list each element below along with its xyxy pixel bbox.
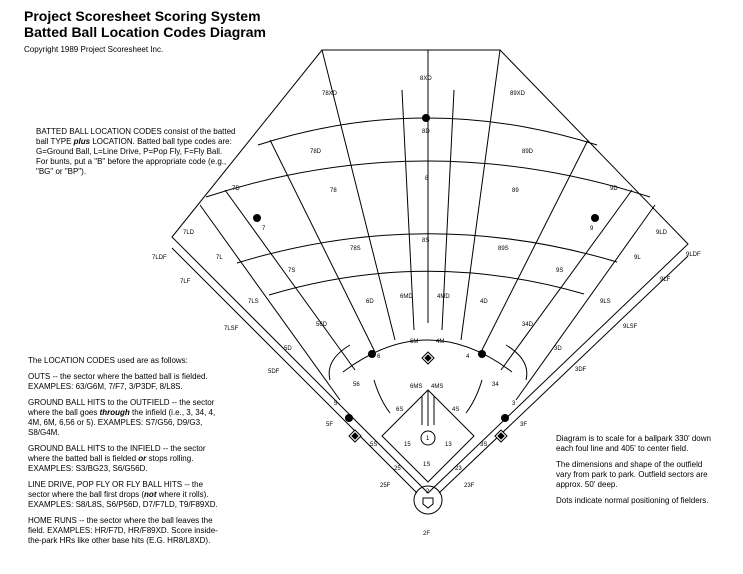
codes-hr: HOME RUNS -- the sector where the ball leaves the field. EXAMPLES: HR/F7D, HR/F89XD. Score inside-the-park HRs like other base hits (E.G. HR8/L8XD). [28, 516, 218, 545]
label-89d: 89D [522, 149, 534, 155]
codes-gb-outfield-b: the infield (i.e., 3, 34, 4, 4M, 6M, 6,56 or 5). EXAMPLES: S7/G56, D9/G3, S8/G4M. [28, 408, 216, 437]
label-6m: 6M [410, 339, 419, 345]
label-5df: 5DF [268, 369, 280, 375]
fielder-dot-right [591, 214, 599, 222]
label-9ldf: 9LDF [686, 252, 701, 258]
label-2: 2 [426, 489, 430, 495]
label-7: 7 [262, 226, 266, 232]
label-56d: 56D [316, 322, 328, 328]
label-15: 15 [404, 442, 411, 448]
label-78xd: 78XD [322, 91, 338, 97]
label-34d: 34D [522, 322, 534, 328]
codes-gb-infield-a: GROUND BALL HITS to the INFIELD -- the sector where the batted ball is fielded [28, 444, 206, 463]
label-9lf: 9LF [660, 277, 671, 283]
label-4md: 4MD [437, 294, 450, 300]
label-6d: 6D [366, 299, 374, 305]
home-plate [423, 498, 433, 508]
label-6md: 6MD [400, 294, 413, 300]
label-78: 78 [330, 188, 337, 194]
label-23: 23 [455, 466, 462, 472]
label-23f: 23F [464, 483, 475, 489]
label-8xd: 8XD [420, 76, 432, 82]
codes-gb-outfield-emph: through [99, 408, 130, 417]
label-6ms: 6MS [410, 384, 423, 390]
label-9lsf: 9LSF [623, 324, 638, 330]
label-56: 56 [353, 382, 360, 388]
note-scale: Diagram is to scale for a ballpark 330' down each foul line and 405' to center field. [556, 434, 711, 453]
fielder-dot-first [501, 414, 509, 422]
label-4m: 4M [436, 339, 445, 345]
page-title: Project Scoresheet Scoring System [24, 8, 261, 24]
label-5f: 5F [326, 422, 334, 428]
label-7l: 7L [216, 255, 223, 261]
label-1s: 1S [423, 462, 431, 468]
outfield-arc-4 [269, 271, 584, 295]
label-9l: 9L [634, 255, 641, 261]
label-89: 89 [512, 188, 519, 194]
label-9ls: 9LS [600, 299, 611, 305]
label-8d: 8D [422, 129, 430, 135]
grass-line-right [506, 345, 527, 380]
label-4d: 4D [480, 299, 488, 305]
label-3s: 3S [480, 442, 488, 448]
codes-outs: OUTS -- the sector where the batted ball is fielded. EXAMPLES: 63/G6M, 7/F7, 3/P3DF, 8/L8S. [28, 372, 208, 391]
note-dots: Dots indicate normal positioning of fielders. [556, 496, 709, 505]
label-7ls: 7LS [248, 299, 259, 305]
label-89xd: 89XD [510, 91, 526, 97]
fielder-dot-left [253, 214, 261, 222]
codes-gb-infield-b: stops rolling. EXAMPLES: S3/BG23, S6/G56D. [28, 454, 194, 473]
label-3df: 3DF [575, 367, 587, 373]
note-dimensions: The dimensions and shape of the outfield vary from park to park. Outfield sectors are approx. 50' deep. [556, 460, 708, 489]
fielder-dot-third [345, 414, 353, 422]
intro-emph: plus [73, 137, 91, 146]
dirt-line-right [466, 380, 482, 413]
codes-line-a: LINE DRIVE, POP FLY OR FLY BALL HITS -- the sector where the ball first drops ( [28, 480, 204, 499]
label-5d: 5D [284, 346, 292, 352]
label-3d: 3D [554, 346, 562, 352]
label-6s: 6S [396, 407, 404, 413]
copyright: Copyright 1989 Project Scoresheet Inc. [24, 45, 164, 54]
intro-p1: BATTED BALL LOCATION CODES consist of the batted ball TYPE [36, 127, 236, 146]
label-4: 4 [466, 354, 470, 360]
label-9s: 9S [556, 268, 564, 274]
label-4ms: 4MS [431, 384, 444, 390]
codes-line-emph: not [144, 490, 157, 499]
page-subtitle: Batted Ball Location Codes Diagram [24, 24, 266, 40]
label-4s: 4S [452, 407, 460, 413]
label-13: 13 [445, 442, 452, 448]
dirt-line-left [374, 380, 390, 413]
foul-offset-right [439, 256, 688, 493]
label-3f: 3F [520, 422, 528, 428]
fielder-dot-second [478, 350, 486, 358]
label-8: 8 [425, 176, 429, 182]
codes-line-b: where it rolls). EXAMPLES: S8/L8S, S6/P56D, D7/F7LD, T9/F89XD. [28, 490, 218, 509]
label-78s: 78S [350, 246, 361, 252]
sector-line-9 [501, 190, 632, 370]
intro-rest: LOCATION. Batted ball type codes are: G=Ground Ball, L=Line Drive, P=Pop Fly, F=Fly Ball. For bunts, put a "B" before the appropriate code (e.g., "BG" or "BP"). [36, 137, 232, 176]
label-7d: 7D [232, 186, 240, 192]
label-7ld: 7LD [183, 230, 195, 236]
label-9d: 9D [610, 186, 618, 192]
grass-line-left [329, 345, 350, 380]
label-6: 6 [377, 354, 381, 360]
label-34: 34 [492, 382, 499, 388]
codes-gb-infield-emph: or [138, 454, 147, 463]
foul-offset-left [172, 248, 417, 493]
label-8s: 8S [422, 238, 430, 244]
label-7ldf: 7LDF [152, 255, 167, 261]
label-89s: 89S [498, 246, 509, 252]
fielder-dot-short [368, 350, 376, 358]
label-5s: 5S [370, 442, 378, 448]
codes-gb-outfield-a: GROUND BALL HITS to the OUTFIELD -- the sector where the ball goes [28, 398, 215, 417]
sector-line-5 [461, 50, 500, 340]
label-78d: 78D [310, 149, 322, 155]
label-25: 25 [394, 466, 401, 472]
label-7s: 7S [288, 268, 296, 274]
label-7lsf: 7LSF [224, 326, 239, 332]
label-1: 1 [426, 436, 430, 442]
label-3: 3 [512, 401, 516, 407]
sector-line-8 [225, 190, 355, 370]
label-5: 5 [334, 401, 338, 407]
label-9ld: 9LD [656, 230, 668, 236]
label-2f: 2F [423, 531, 431, 537]
fielder-dot-center [422, 114, 430, 122]
label-25f: 25F [380, 483, 391, 489]
codes-lead: The LOCATION CODES used are as follows: [28, 356, 188, 365]
label-9: 9 [590, 226, 594, 232]
label-7lf: 7LF [180, 279, 191, 285]
